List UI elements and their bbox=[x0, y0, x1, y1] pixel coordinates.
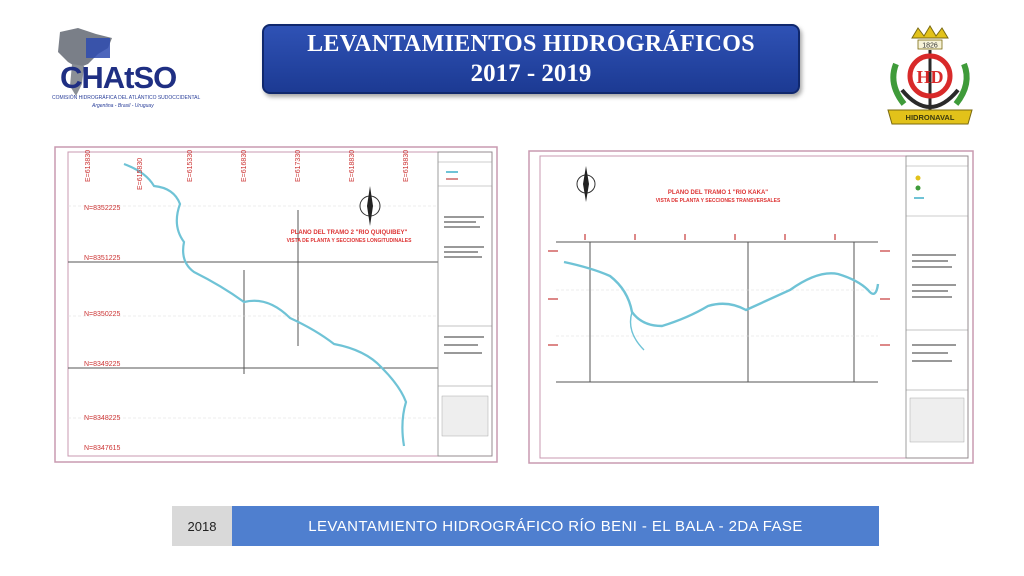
easting-label: E=619830 bbox=[403, 149, 410, 182]
northing-label: N=8352225 bbox=[84, 205, 121, 212]
page-subtitle-years: 2017 - 2019 bbox=[470, 60, 592, 87]
footer-title: LEVANTAMIENTO HIDROGRÁFICO RÍO BENI - EL BALA - 2DA FASE bbox=[232, 506, 879, 546]
easting-label: E=613830 bbox=[85, 149, 92, 182]
easting-label: E=618830 bbox=[349, 149, 356, 182]
chatso-logo bbox=[38, 24, 201, 110]
easting-label: E=615830 bbox=[137, 157, 144, 190]
logo-subtitle: COMISIÓN HIDROGRÁFICA DEL ATLÁNTICO SUDOCCIDENTAL bbox=[52, 95, 201, 101]
emblem-ribbon-text: HIDRONAVAL bbox=[905, 113, 955, 122]
map-rio-kaka bbox=[528, 150, 974, 464]
map-left-subtitle: VISTA DE PLANTA Y SECCIONES LONGITUDINALES bbox=[286, 238, 412, 244]
page-title: LEVANTAMIENTOS HIDROGRÁFICOS bbox=[307, 31, 755, 57]
northing-label: N=8349225 bbox=[84, 361, 121, 368]
emblem-year: 1826 bbox=[922, 42, 938, 50]
easting-label: E=617330 bbox=[295, 149, 302, 182]
naval-emblem bbox=[878, 24, 982, 130]
logo-countries: Argentina - Brasil - Uruguay bbox=[92, 103, 154, 109]
title-banner bbox=[262, 24, 800, 94]
northing-label: N=8350225 bbox=[84, 311, 121, 318]
northing-label: N=8351225 bbox=[84, 255, 121, 262]
easting-label: E=615330 bbox=[187, 149, 194, 182]
easting-label: E=616830 bbox=[241, 149, 248, 182]
map-right-subtitle: VISTA DE PLANTA Y SECCIONES TRANSVERSALES bbox=[655, 198, 781, 204]
map-left-title: PLANO DEL TRAMO 2 "RIO QUIQUIBEY" bbox=[290, 230, 408, 236]
northing-label: N=8348225 bbox=[84, 415, 121, 422]
logo-name: CHAtSO bbox=[60, 60, 177, 95]
anchor-emblem-icon bbox=[878, 24, 982, 130]
map-rio-quiquibey bbox=[54, 146, 498, 463]
footer-year: 2018 bbox=[172, 506, 232, 546]
map-right-title: PLANO DEL TRAMO 1 "RIO KAKA" bbox=[667, 190, 769, 196]
emblem-initials: HD bbox=[916, 67, 944, 87]
northing-label: N=8347615 bbox=[84, 445, 121, 452]
